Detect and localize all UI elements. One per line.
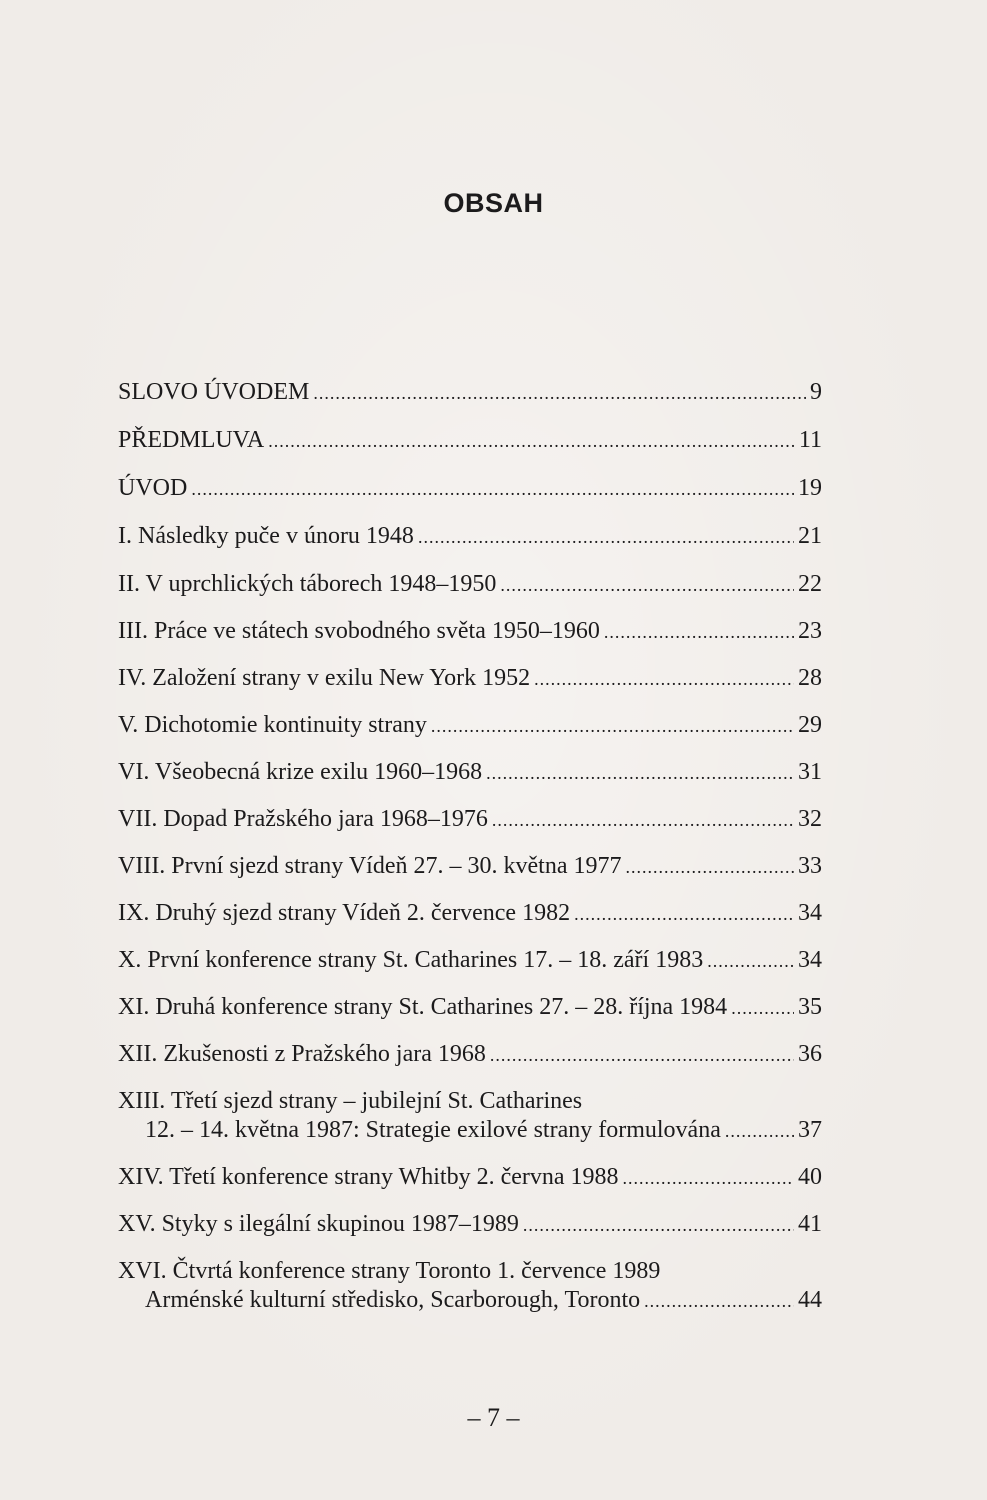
toc-entry-page: 9 [810,379,822,405]
dot-leader [731,994,794,1023]
toc-entry-chapter-15[interactable] [118,1210,822,1239]
toc-entry-title: II. V uprchlických táborech 1948–1950 [118,571,497,597]
dot-leader [604,618,794,647]
toc-entry-page: 31 [798,759,822,785]
dot-leader [490,1041,794,1070]
toc-entry-chapter-10[interactable] [118,946,822,975]
toc-entry-chapter-5[interactable] [118,711,822,740]
toc-entry-chapter-3[interactable] [118,617,822,646]
page-title: OBSAH [443,188,544,218]
toc-entry-chapter-9[interactable] [118,899,822,928]
toc-entry-chapter-6[interactable] [118,758,822,787]
toc-entry-page: 29 [798,712,822,738]
dot-leader [268,427,795,456]
dot-leader [418,523,794,552]
toc-entry-slovo-uvodem[interactable] [118,378,822,407]
toc-entry-title: IV. Založení strany v exilu New York 1952 [118,665,531,691]
toc-entry-chapter-4[interactable] [118,664,822,693]
dot-leader [625,853,794,882]
toc-entry-page: 41 [798,1211,822,1237]
dot-leader [725,1117,794,1146]
dot-leader [191,475,794,504]
toc-entry-title: X. První konference strany St. Catharines 17. – 18. září 1983 [118,947,704,973]
toc-entry-title-line1: XVI. Čtvrtá konference strany Toronto 1. července 1989 [118,1258,661,1284]
toc-entry-title: V. Dichotomie kontinuity strany [118,712,427,738]
toc-entry-title: ÚVOD [118,475,188,501]
toc-entry-page: 40 [798,1164,822,1190]
dot-leader [644,1287,794,1316]
toc-entry-chapter-2[interactable] [118,570,822,599]
toc-entry-chapter-12[interactable] [118,1040,822,1069]
toc-entry-page: 23 [798,618,822,644]
toc-entry-chapter-7[interactable] [118,805,822,834]
toc-entry-title: I. Následky puče v únoru 1948 [118,523,414,549]
toc-entry-page: 34 [798,947,822,973]
dot-leader [486,759,794,788]
toc-entry-title-line1: XIII. Třetí sjezd strany – jubilejní St. Catharines [118,1088,583,1114]
toc-entry-title: VII. Dopad Pražského jara 1968–1976 [118,806,488,832]
toc-entry-page: 28 [798,665,822,691]
toc-entry-page: 11 [798,427,822,453]
toc-entry-title: VI. Všeobecná krize exilu 1960–1968 [118,759,483,785]
toc-entry-uvod[interactable] [118,474,822,503]
toc-entry-chapter-11[interactable] [118,993,822,1022]
dot-leader [623,1164,794,1193]
toc-entry-chapter-1[interactable] [118,522,822,551]
toc-entry-title: XIV. Třetí konference strany Whitby 2. června 1988 [118,1164,619,1190]
toc-entry-chapter-13[interactable] [118,1087,822,1145]
toc-entry-page: 35 [798,994,822,1020]
toc-entry-title: IX. Druhý sjezd strany Vídeň 2. července 1982 [118,900,571,926]
toc-entry-chapter-14[interactable] [118,1163,822,1192]
toc-entry-chapter-8[interactable] [118,852,822,881]
dot-leader [534,665,794,694]
toc-entry-title: XII. Zkušenosti z Pražského jara 1968 [118,1041,486,1067]
toc-entry-title: III. Práce ve státech svobodného světa 1950–1960 [118,618,600,644]
toc-entry-title: SLOVO ÚVODEM [118,379,310,405]
toc-entry-page: 22 [798,571,822,597]
toc-entry-page: 34 [798,900,822,926]
page-number: – 7 – [467,1403,520,1432]
toc-entry-page: 19 [798,475,822,501]
toc-entry-title: XI. Druhá konference strany St. Catharines 27. – 28. října 1984 [118,994,728,1020]
toc-entry-page: 37 [798,1117,822,1143]
dot-leader [500,571,794,600]
toc-entry-title: 12. – 14. května 1987: Strategie exilové strany formulována [145,1117,721,1143]
toc-entry-title: PŘEDMLUVA [118,427,265,453]
dot-leader [523,1211,794,1240]
toc-entry-page: 44 [798,1287,822,1313]
toc-entry-title: XV. Styky s ilegální skupinou 1987–1989 [118,1211,519,1237]
toc-entry-page: 33 [798,853,822,879]
dot-leader [313,379,806,408]
toc-entry-page: 32 [798,806,822,832]
dot-leader [431,712,794,741]
dot-leader [492,806,794,835]
dot-leader [707,947,794,976]
toc-entry-predmluva[interactable] [118,426,822,455]
toc-entry-page: 36 [798,1041,822,1067]
table-of-contents [118,378,822,1315]
dot-leader [574,900,794,929]
toc-entry-title: Arménské kulturní středisko, Scarborough, Toronto [145,1287,641,1313]
toc-entry-chapter-16[interactable] [118,1257,822,1315]
toc-entry-page: 21 [798,523,822,549]
toc-entry-title: VIII. První sjezd strany Vídeň 27. – 30. května 1977 [118,853,622,879]
